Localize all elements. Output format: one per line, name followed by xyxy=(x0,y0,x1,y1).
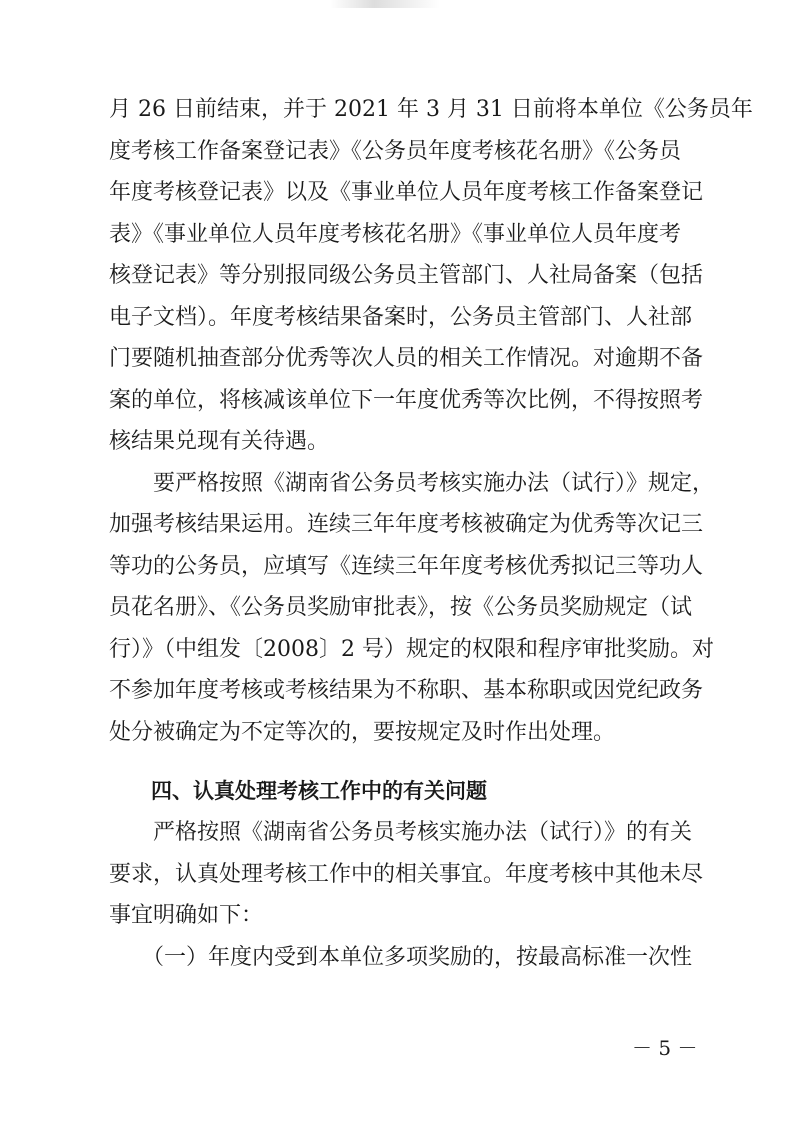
text-line: 月 26 日前结束，并于 2021 年 3 月 31 日前将本单位《公务员年 xyxy=(109,97,753,122)
text-line: 员花名册》、《公务员奖励审批表》，按《公务员奖励规定（试 xyxy=(109,595,693,620)
text-line: 年度考核登记表》以及《事业单位人员年度考核工作备案登记 xyxy=(109,180,704,205)
paragraph-3 xyxy=(109,812,704,937)
text-line: 电子文档）。年度考核结果备案时，公务员主管部门、人社部 xyxy=(109,304,693,330)
text-line: 门要随机抽查部分优秀等次人员的相关工作情况。对逾期不备 xyxy=(109,346,704,371)
text-line: 处分被确定为不定等次的，要按规定及时作出处理。 xyxy=(109,719,616,745)
text-line: 行）》（中组发〔2008〕2 号）规定的权限和程序审批奖励。对 xyxy=(109,636,714,662)
text-line: 等功的公务员，应填写《连续三年年度考核优秀拟记三等功人 xyxy=(109,553,704,579)
section-heading: 四、认真处理考核工作中的有关问题 xyxy=(151,779,487,803)
paragraph-1 xyxy=(109,89,753,463)
body-text-top xyxy=(109,89,753,753)
text-line: （一）年度内受到本单位多项奖励的，按最高标准一次性 xyxy=(109,944,693,970)
text-line: 事宜明确如下： xyxy=(109,903,264,928)
text-line: 要严格按照《湖南省公务员考核实施办法（试行）》规定， xyxy=(109,470,715,496)
text-line: 加强考核结果运用。连续三年年度考核被确定为优秀等次记三 xyxy=(109,512,704,537)
text-line: 度考核工作备案登记表》《公务员年度考核花名册》《公务员 xyxy=(109,138,682,164)
text-line: 案的单位，将核减该单位下一年度优秀等次比例，不得按照考 xyxy=(109,387,704,413)
paragraph-2 xyxy=(109,463,715,754)
scan-artifact xyxy=(330,0,440,8)
text-line: 要求，认真处理考核工作中的相关事宜。年度考核中其他未尽 xyxy=(109,861,704,887)
paragraph-4 xyxy=(109,937,694,979)
text-line: 表》《事业单位人员年度考核花名册》《事业单位人员年度考 xyxy=(109,221,682,247)
body-text-bottom xyxy=(109,812,704,978)
page-number: － 5 － xyxy=(632,1036,698,1060)
text-line: 核结果兑现有关待遇。 xyxy=(109,429,330,454)
text-line: 不参加年度考核或考核结果为不称职、基本称职或因党纪政务 xyxy=(109,678,704,703)
text-line: 核登记表》等分别报同级公务员主管部门、人社局备案（包括 xyxy=(109,263,704,288)
text-line: 严格按照《湖南省公务员考核实施办法（试行）》的有关 xyxy=(109,820,693,845)
